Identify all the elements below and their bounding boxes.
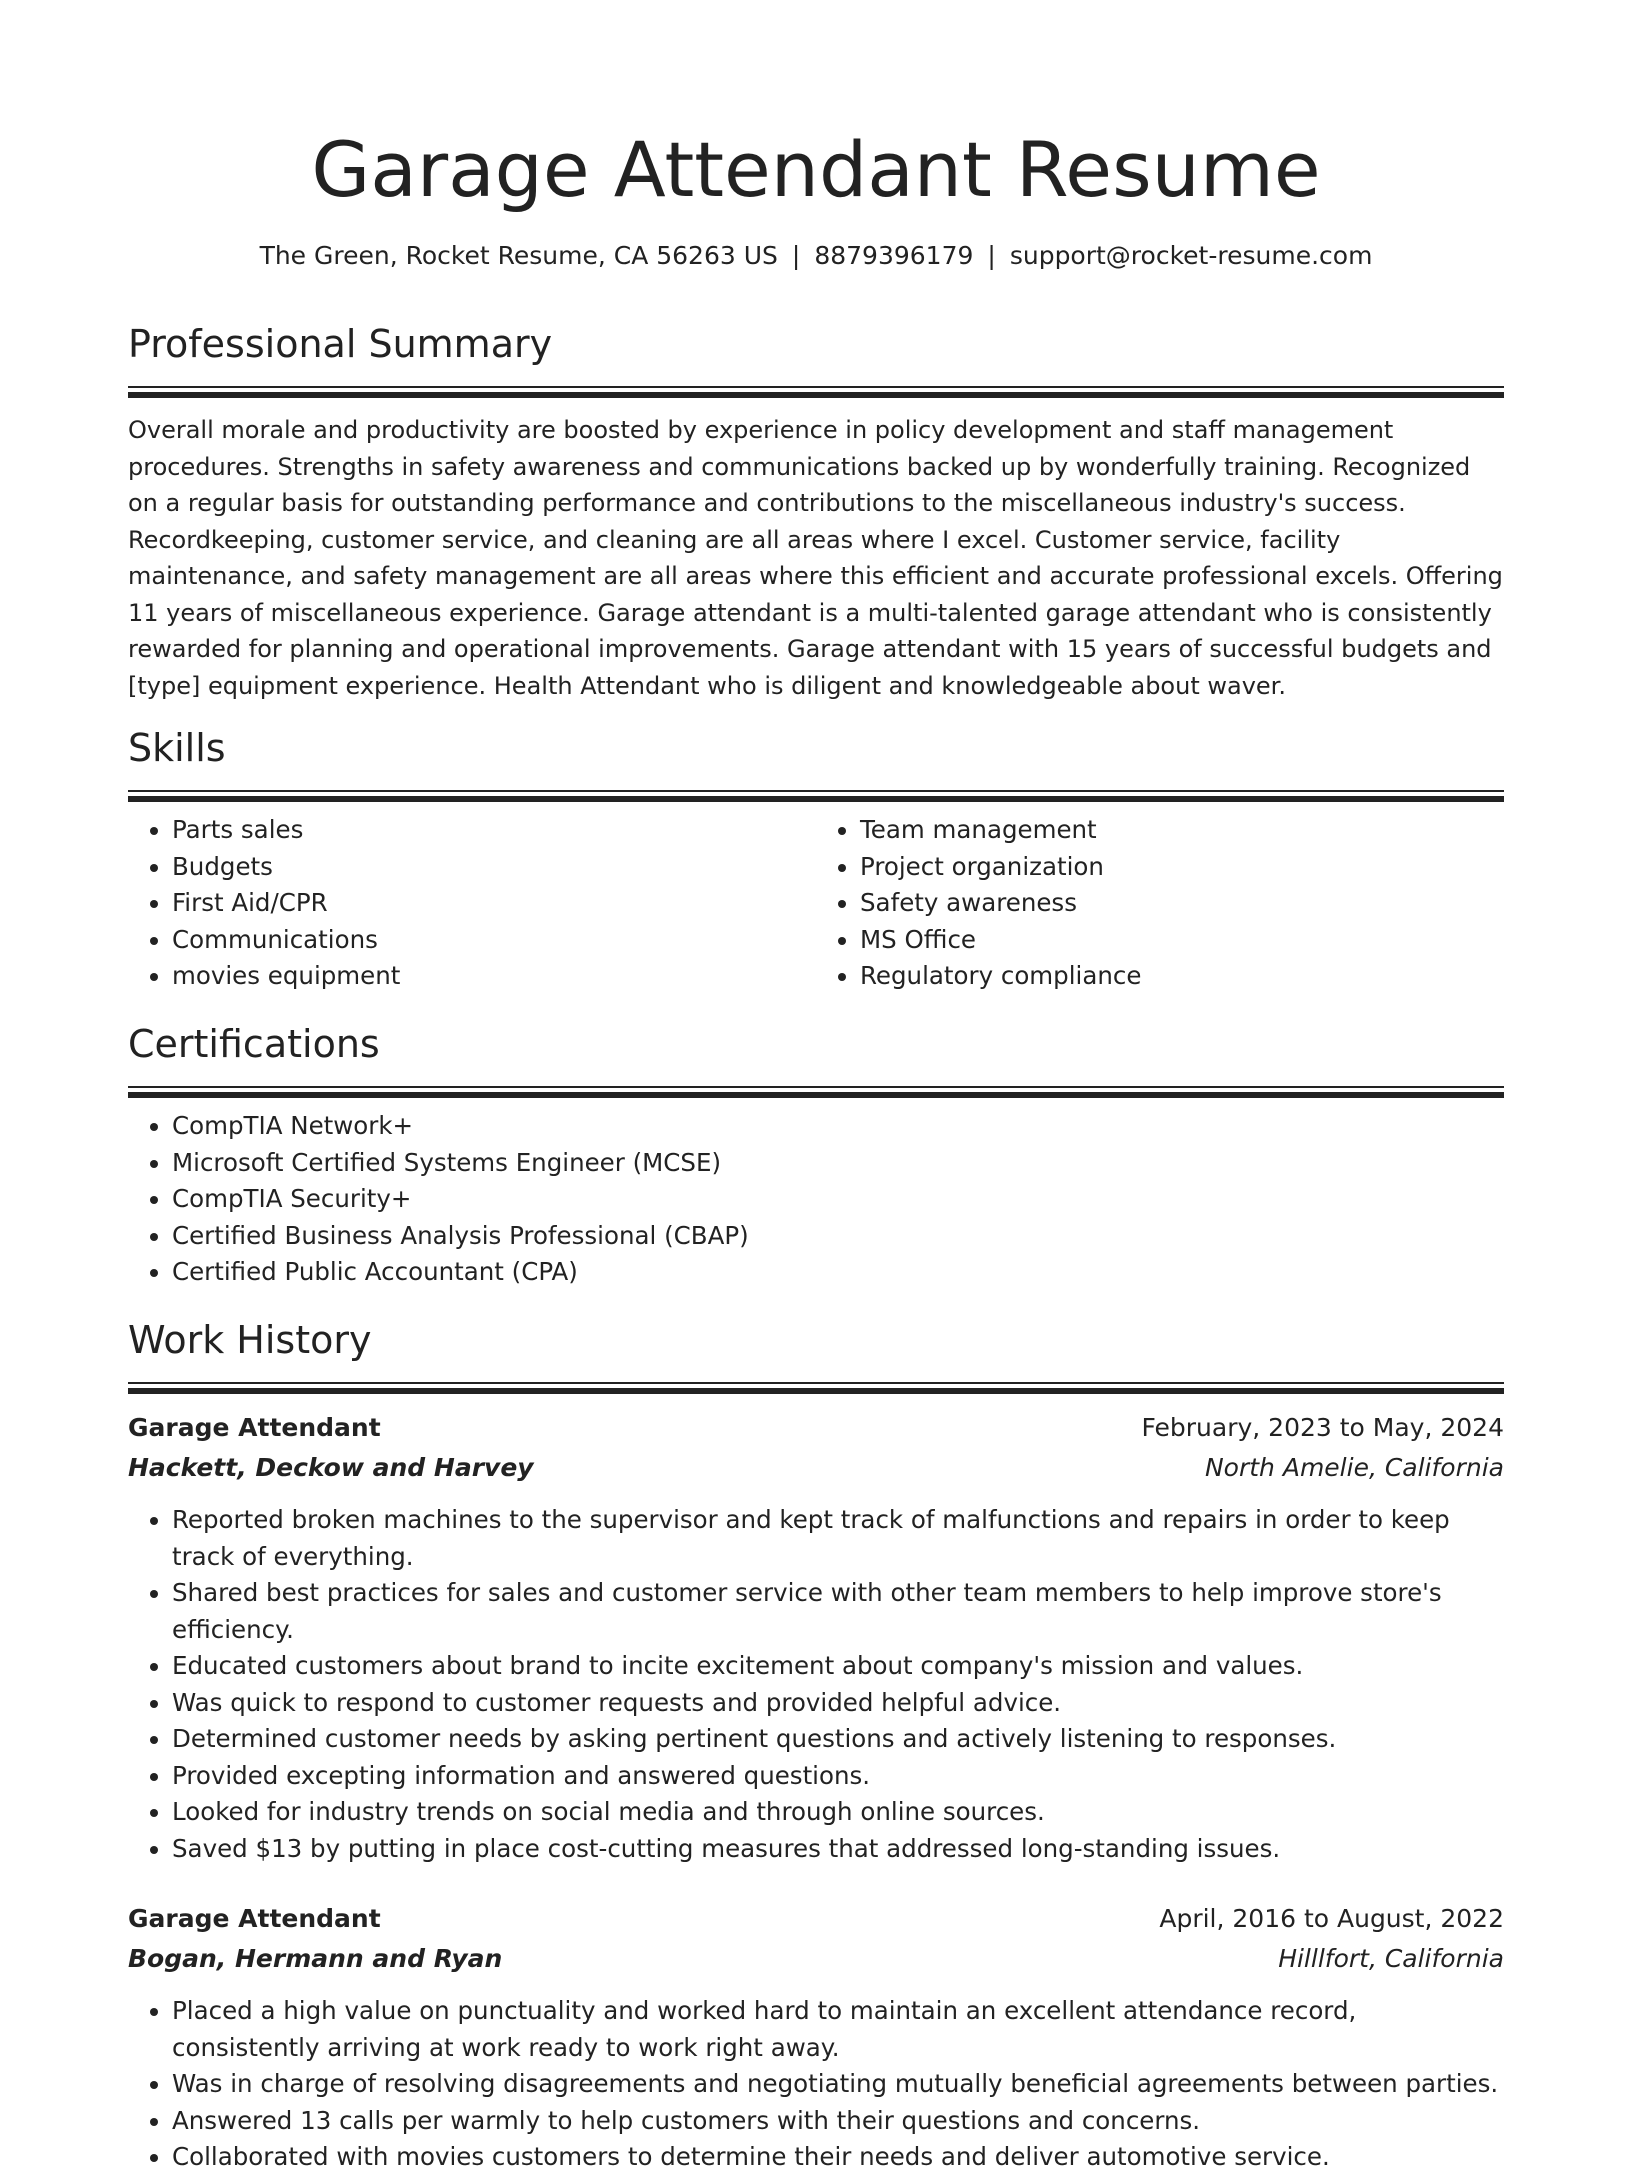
skill-item: • movies equipment	[172, 958, 816, 995]
job-entry	[128, 1899, 1504, 2176]
certifications-section	[128, 1018, 1504, 1291]
contact-address: The Green, Rocket Resume, CA 56263 US	[259, 241, 778, 270]
job-duty-item: • Answered 13 calls per warmly to help customers with their questions and concerns.	[172, 2103, 1504, 2140]
summary-heading: Professional Summary	[128, 322, 553, 366]
section-divider	[128, 386, 1504, 388]
job-dates: February, 2023 to May, 2024	[1141, 1413, 1504, 1442]
skill-item: • Communications	[172, 922, 816, 959]
contact-email: support@rocket-resume.com	[1009, 241, 1373, 270]
job-duty-item: • Shared best practices for sales and customer service with other team members to help improve store's efficiency.	[172, 1575, 1504, 1648]
certification-item: • Certified Public Accountant (CPA)	[172, 1254, 1504, 1291]
skill-item: • Team management	[860, 812, 1504, 849]
section-divider	[128, 1086, 1504, 1088]
skill-item: • Regulatory compliance	[860, 958, 1504, 995]
skills-list-right	[816, 812, 1504, 995]
skill-item: • Parts sales	[172, 812, 816, 849]
contact-phone: 8879396179	[814, 241, 974, 270]
job-duties-list	[128, 1993, 1504, 2176]
job-duty-item: • Looked for industry trends on social media and through online sources.	[172, 1794, 1504, 1831]
job-company: Hackett, Deckow and Harvey	[128, 1453, 534, 1482]
job-duty-item: • Was in charge of resolving disagreements and negotiating mutually beneficial agreements between parties.	[172, 2066, 1504, 2103]
job-duty-item: • Provided excepting information and answered questions.	[172, 1758, 1504, 1795]
job-location: North Amelie, California	[1204, 1453, 1504, 1482]
job-duty-item: • Collaborated with movies customers to determine their needs and deliver automotive service.	[172, 2139, 1504, 2176]
section-divider	[128, 790, 1504, 792]
job-title: Garage Attendant	[128, 1413, 381, 1442]
skills-heading: Skills	[128, 726, 226, 770]
job-location: Hilllfort, California	[1278, 1944, 1504, 1973]
section-divider	[128, 1382, 1504, 1384]
section-divider	[128, 796, 1504, 802]
certification-item: • CompTIA Network+	[172, 1108, 1504, 1145]
section-divider	[128, 392, 1504, 398]
certification-item: • Microsoft Certified Systems Engineer (MCSE)	[172, 1145, 1504, 1182]
job-dates: April, 2016 to August, 2022	[1159, 1904, 1504, 1933]
skills-list-left	[128, 812, 816, 995]
certifications-heading: Certifications	[128, 1022, 380, 1066]
job-duty-item: • Was quick to respond to customer requests and provided helpful advice.	[172, 1685, 1504, 1722]
contact-line	[128, 238, 1504, 274]
skill-item: • First Aid/CPR	[172, 885, 816, 922]
work-history-section	[128, 1314, 1504, 2176]
job-company: Bogan, Hermann and Ryan	[128, 1944, 503, 1973]
job-duty-item: • Placed a high value on punctuality and worked hard to maintain an excellent attendance record, consistently arriving at work ready to work right away.	[172, 1993, 1504, 2066]
summary-text: Overall morale and productivity are boosted by experience in policy development and staff management procedures. Strengths in safety awareness and communications backed up by wonderfully training. Recognized on a regular basis for outstanding performance and contributions to the miscellaneous industry's success. Recordkeeping, customer service, and cleaning are all areas where I excel. Customer service, facility maintenance, and safety management are all areas where this efficient and accurate professional excels. Offering 11 years of miscellaneous experience. Garage attendant is a multi-talented garage attendant who is consistently rewarded for planning and operational improvements. Garage attendant with 15 years of successful budgets and [type] equipment experience. Health Attendant who is diligent and knowledgeable about waver.	[128, 416, 1503, 700]
certification-item: • CompTIA Security+	[172, 1181, 1504, 1218]
resume-title: Garage Attendant Resume	[311, 125, 1321, 214]
skills-section	[128, 722, 1504, 995]
job-employer-row	[128, 1939, 1504, 1979]
skill-item: • Project organization	[860, 849, 1504, 886]
job-header-row	[128, 1899, 1504, 1939]
certification-item: • Certified Business Analysis Professional (CBAP)	[172, 1218, 1504, 1255]
certifications-list	[128, 1108, 1504, 1291]
job-title: Garage Attendant	[128, 1904, 381, 1933]
job-duty-item: • Reported broken machines to the supervisor and kept track of malfunctions and repairs in order to keep track of everything.	[172, 1502, 1504, 1575]
skills-columns	[128, 812, 1504, 995]
section-divider	[128, 1092, 1504, 1098]
contact-separator: |	[791, 241, 801, 270]
job-duty-item: • Determined customer needs by asking pertinent questions and actively listening to responses.	[172, 1721, 1504, 1758]
job-entry	[128, 1408, 1504, 1867]
job-employer-row	[128, 1448, 1504, 1488]
contact-separator: |	[987, 241, 996, 270]
job-duty-item: • Educated customers about brand to incite excitement about company's mission and values.	[172, 1648, 1504, 1685]
skill-item: • MS Office	[860, 922, 1504, 959]
work-history-heading: Work History	[128, 1318, 372, 1362]
section-divider	[128, 1388, 1504, 1394]
skill-item: • Safety awareness	[860, 885, 1504, 922]
job-duties-list	[128, 1502, 1504, 1867]
job-header-row	[128, 1408, 1504, 1448]
summary-section	[128, 318, 1504, 704]
skill-item: • Budgets	[172, 849, 816, 886]
job-duty-item: • Saved $13 by putting in place cost-cutting measures that addressed long-standing issues.	[172, 1831, 1504, 1868]
